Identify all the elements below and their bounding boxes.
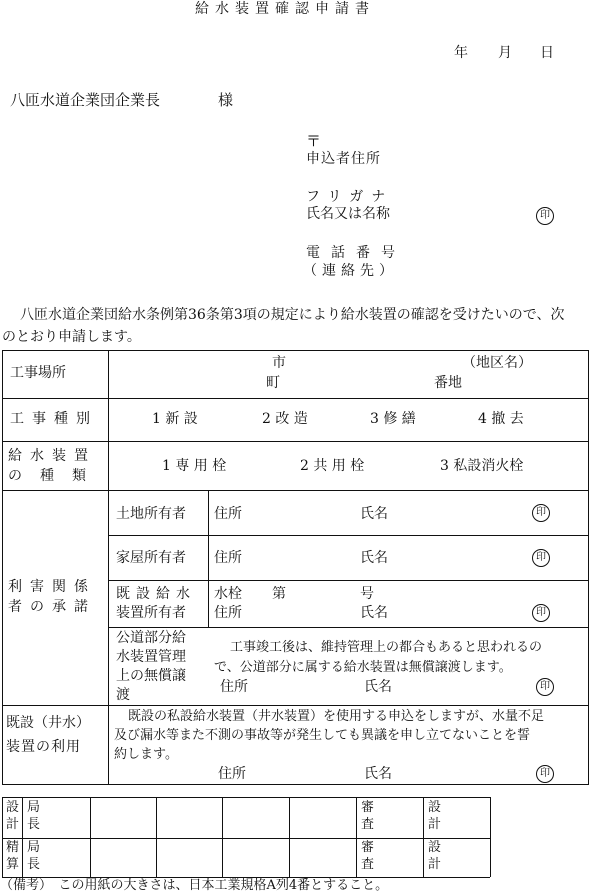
work-type-label: 工事種別 (10, 411, 98, 427)
applicant-address-label: 申込者住所 (306, 151, 381, 167)
well-text-2: 及び漏水等また不測の事故等が発生しても異議を申し立てないことを誓 (114, 728, 531, 743)
public-label-2: 水装置管理 (116, 649, 186, 665)
well-text-1: 既設の私設給水装置（井水装置）を使用する申込をしますが、水量不足 (128, 709, 545, 724)
house-owner-name-label: 氏名 (360, 550, 388, 566)
public-label-1: 公道部分給 (116, 630, 186, 646)
device-type-shared: 2 共 用 栓 (300, 458, 365, 474)
site-lot-label: 番地 (434, 375, 462, 391)
approval-design-row-a: 設 (6, 800, 20, 815)
public-label-3: 上の無償譲 (116, 668, 186, 684)
approval-review-b: 査 (361, 817, 375, 832)
approval-settle-row-b: 算 (6, 857, 20, 872)
approval-design-a-2: 設 (428, 840, 442, 855)
house-owner-label: 家屋所有者 (116, 550, 186, 566)
approval-review-b-2: 査 (361, 857, 375, 872)
device-type-label-2: の種類 (8, 468, 104, 484)
consent-label-2: 者の承諾 (8, 599, 96, 615)
existing-number-suffix: 号 (360, 586, 374, 602)
existing-owner-name-label: 氏名 (360, 605, 388, 621)
approval-design-row-b: 計 (6, 817, 20, 832)
furigana-label: フリガナ (306, 189, 394, 205)
work-type-repair: 3 修 繕 (370, 411, 416, 427)
seal-icon: 印 (532, 504, 550, 522)
intro-line-2: のとおり申請します。 (2, 329, 141, 345)
site-town-label: 町 (266, 375, 280, 391)
approval-review-a-2: 審 (361, 840, 375, 855)
seal-icon: 印 (536, 207, 554, 225)
consent-label-1: 利害関係 (8, 579, 96, 595)
approval-bureau-a: 局 (27, 800, 41, 815)
addressee-honorific: 様 (218, 91, 234, 109)
phone-label: 電話番号 (306, 245, 406, 261)
existing-hydrant-label: 水栓 (214, 586, 242, 602)
date-year-label: 年 (454, 45, 468, 61)
approval-review-a: 審 (361, 800, 375, 815)
house-owner-address-label: 住所 (214, 550, 242, 566)
seal-icon: 印 (536, 678, 554, 696)
site-area-label: （地区名） (462, 355, 532, 371)
addressee: 八匝水道企業団企業長 (10, 91, 161, 109)
approval-bureau-b-2: 長 (27, 857, 41, 872)
approval-design-b: 計 (428, 817, 442, 832)
seal-icon: 印 (532, 604, 550, 622)
approval-bureau-a-2: 局 (27, 840, 41, 855)
postal-mark: 〒 (306, 132, 322, 150)
well-label-1: 既設（井水） (6, 715, 90, 731)
public-name-label: 氏名 (364, 679, 392, 695)
public-text-1: 工事竣工後は、維持管理上の都合もあると思われるの (230, 640, 543, 655)
approval-bureau-b: 長 (27, 817, 41, 832)
approval-design-a: 設 (428, 800, 442, 815)
date-day-label: 日 (540, 45, 554, 61)
site-city-label: 市 (272, 355, 286, 371)
contact-label: （連絡先） (303, 263, 398, 279)
land-owner-label: 土地所有者 (116, 506, 186, 522)
work-type-removal: 4 撤 去 (478, 411, 524, 427)
public-label-4: 渡 (116, 687, 130, 703)
land-owner-address-label: 住所 (214, 506, 242, 522)
land-owner-name-label: 氏名 (360, 506, 388, 522)
device-type-hydrant: 3 私設消火栓 (440, 458, 524, 474)
existing-owner-address-label: 住所 (214, 605, 242, 621)
well-name-label: 氏名 (364, 766, 392, 782)
well-address-label: 住所 (218, 766, 246, 782)
date-month-label: 月 (498, 45, 512, 61)
work-type-remodel: 2 改 造 (262, 411, 308, 427)
seal-icon: 印 (536, 765, 554, 783)
page-title: 給水装置確認申請書 (195, 1, 375, 17)
existing-owner-label-1: 既設給水 (116, 586, 196, 602)
device-type-private: 1 専 用 栓 (162, 458, 227, 474)
public-text-2: で、公道部分に属する給水装置は無償譲渡します。 (214, 660, 512, 675)
site-label: 工事場所 (10, 365, 66, 381)
approval-design-b-2: 計 (428, 857, 442, 872)
device-type-label-1: 給水装置 (8, 448, 96, 464)
seal-icon: 印 (532, 549, 550, 567)
footnote: （備考） この用紙の大きさは、日本工業規格A列4番とすること。 (0, 878, 389, 893)
existing-number-prefix: 第 (272, 586, 286, 602)
well-label-2: 装置の利用 (6, 739, 81, 755)
existing-owner-label-2: 装置所有者 (116, 605, 186, 621)
public-address-label: 住所 (220, 679, 248, 695)
intro-line-1: 八匝水道企業団給水条例第36条第3項の規定により給水装置の確認を受けたいので、次 (20, 307, 565, 323)
work-type-new: 1 新 設 (152, 411, 198, 427)
approval-settle-row-a: 精 (6, 840, 20, 855)
applicant-name-label: 氏名又は名称 (306, 206, 390, 222)
well-text-3: 約します。 (114, 747, 178, 762)
